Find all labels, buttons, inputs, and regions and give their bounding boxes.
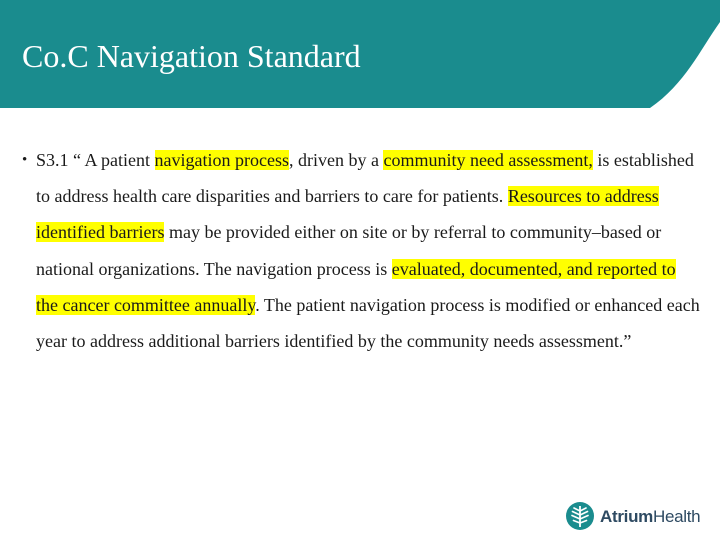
slide-title: Co.C Navigation Standard [22,38,361,74]
content-body [22,142,700,359]
highlighted-text: evaluated, documented, and reported to the cancer committee annually [36,258,676,315]
paragraph-text: S3.1 “ A patient [36,150,155,170]
tree-leaf-icon [564,500,596,532]
paragraph-text: is established to address health care disparities and barriers to care for patients. [36,150,694,207]
atrium-health-logo [564,500,714,536]
bullet-marker: • [22,152,28,168]
standard-paragraph [22,142,700,359]
title-banner [0,0,720,108]
logo-wordmark [600,507,700,527]
logo-brand-secondary: Health [652,507,701,526]
highlighted-text: Resources to address identified barriers [36,186,659,243]
paragraph-text: may be provided either on site or by referral to community–based or national organizations. The navigation process is [36,222,662,279]
paragraph-text: . The patient navigation process is modified or enhanced each year to address additional barriers identified by the community needs assessment.” [36,294,700,352]
paragraph-text: , driven by a [288,150,384,170]
logo-brand-primary: Atrium [600,507,653,526]
highlighted-text: community need assessment, [383,150,593,170]
highlighted-text: navigation process [154,150,289,170]
